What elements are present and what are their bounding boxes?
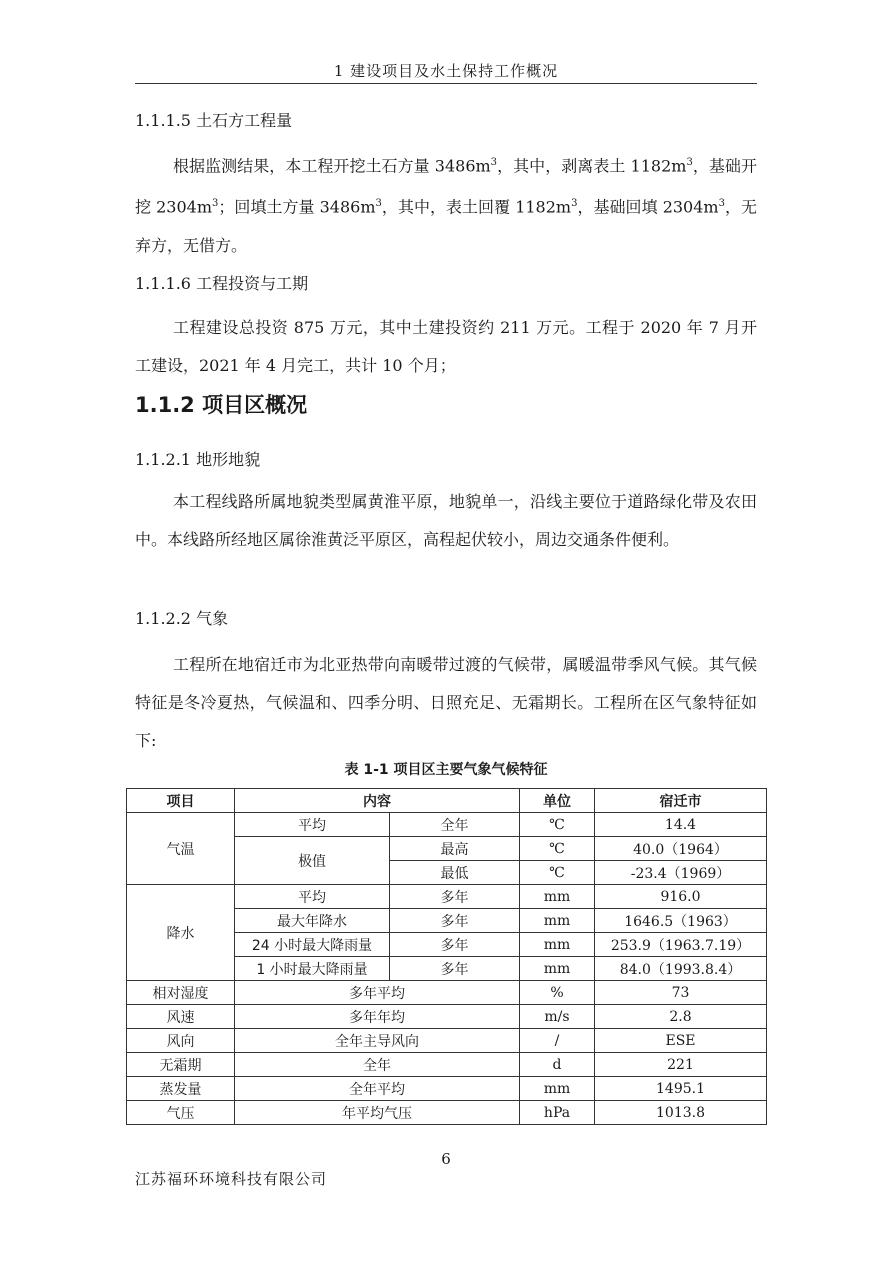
cell: 84.0（1993.8.4） — [595, 957, 767, 981]
precip-label: 降水 — [127, 885, 235, 981]
paragraph-terrain: 本工程线路所属地貌类型属黄淮平原，地貌单一，沿线主要位于道路绿化带及农田中。本线路所经地区属徐淮黄泛平原区，高程起伏较小，周边交通条件便利。 — [135, 492, 757, 549]
cell: 多年平均 — [235, 981, 520, 1005]
cell: 全年 — [235, 1053, 520, 1077]
page-header: 1 建设项目及水土保持工作概况 — [333, 62, 559, 80]
cell: 916.0 — [595, 885, 767, 909]
table-row — [127, 885, 767, 909]
cell: 风速 — [127, 1005, 235, 1029]
cell: 2.8 — [595, 1005, 767, 1029]
table-row — [127, 1053, 767, 1077]
cell: 无霜期 — [127, 1053, 235, 1077]
cell: ESE — [595, 1029, 767, 1053]
cell: 14.4 — [595, 813, 767, 837]
cell: 221 — [595, 1053, 767, 1077]
cell: 多年 — [390, 957, 520, 981]
table-row — [127, 1101, 767, 1125]
cell: mm — [520, 885, 595, 909]
table-row — [127, 1029, 767, 1053]
page-number: 6 — [441, 1150, 451, 1168]
paragraph-earthwork: 根据监测结果，本工程开挖土石方量 $3486m^3$，其中，剥离表土 $1182m^3$，基础开挖 $2304m^3$；回填土方量 $3486m^3$，其中，表土回覆 $1182m^3$，基础回填 $2304m^3$，无弃方，无借方。 — [135, 156, 758, 255]
cell: 风向 — [127, 1029, 235, 1053]
cell: 40.0（1964） — [595, 837, 767, 861]
temp-label: 气温 — [127, 813, 235, 885]
cell: 253.9（1963.7.19） — [595, 933, 767, 957]
cell: 相对湿度 — [127, 981, 235, 1005]
header-item: 项目 — [127, 789, 235, 813]
heading-1-1-2-1: 1.1.2.1 地形地貌 — [135, 450, 261, 469]
heading-1-1-1-6: 1.1.1.6 工程投资与工期 — [135, 274, 309, 293]
cell: 最大年降水 — [235, 909, 390, 933]
cell: 多年年均 — [235, 1005, 520, 1029]
cell: ℃ — [520, 861, 595, 885]
heading-1-1-2-2: 1.1.2.2 气象 — [135, 609, 229, 628]
header-unit: 单位 — [520, 789, 595, 813]
cell: 1 小时最大降雨量 — [235, 957, 390, 981]
header-city: 宿迁市 — [595, 789, 767, 813]
paragraph-investment: 工程建设总投资 875 万元，其中土建投资约 211 万元。工程于 2020 年 7 月开工建设，2021 年 4 月完工，共计 10 个月； — [135, 318, 757, 375]
table-header-row — [127, 789, 767, 813]
cell: 多年 — [390, 885, 520, 909]
table-row — [127, 1005, 767, 1029]
paragraph-climate: 工程所在地宿迁市为北亚热带向南暖带过渡的气候带，属暖温带季风气候。其气候特征是冬冷夏热，气候温和、四季分明、日照充足、无霜期长。工程所在区气象特征如下: — [135, 655, 757, 750]
cell: % — [520, 981, 595, 1005]
footer-company: 江苏福环环境科技有限公司 — [135, 1170, 328, 1188]
header-divider — [135, 83, 757, 84]
cell: -23.4（1969） — [595, 861, 767, 885]
cell: 24 小时最大降雨量 — [235, 933, 390, 957]
header-content: 内容 — [235, 789, 520, 813]
cell: 1013.8 — [595, 1101, 767, 1125]
cell: 平均 — [235, 813, 390, 837]
cell: 极值 — [235, 837, 390, 885]
cell: 气压 — [127, 1101, 235, 1125]
cell: 全年主导风向 — [235, 1029, 520, 1053]
cell: 蒸发量 — [127, 1077, 235, 1101]
cell: 多年 — [390, 933, 520, 957]
cell: mm — [520, 909, 595, 933]
cell: 平均 — [235, 885, 390, 909]
heading-1-1-2: 1.1.2 项目区概况 — [135, 393, 308, 417]
table-row — [127, 1077, 767, 1101]
cell: 多年 — [390, 909, 520, 933]
cell: hPa — [520, 1101, 595, 1125]
cell: 1646.5（1963） — [595, 909, 767, 933]
cell: m/s — [520, 1005, 595, 1029]
cell: mm — [520, 1077, 595, 1101]
cell: 73 — [595, 981, 767, 1005]
cell: ℃ — [520, 813, 595, 837]
cell: mm — [520, 957, 595, 981]
cell: ℃ — [520, 837, 595, 861]
heading-1-1-1-5: 1.1.1.5 土石方工程量 — [135, 111, 293, 130]
cell: 最高 — [390, 837, 520, 861]
cell: 全年 — [390, 813, 520, 837]
table-caption: 表 1-1 项目区主要气象气候特征 — [344, 762, 548, 778]
table-row — [127, 813, 767, 837]
cell: 全年平均 — [235, 1077, 520, 1101]
table-row — [127, 981, 767, 1005]
cell: 1495.1 — [595, 1077, 767, 1101]
climate-table — [126, 788, 767, 1125]
cell: / — [520, 1029, 595, 1053]
cell: 最低 — [390, 861, 520, 885]
cell: 年平均气压 — [235, 1101, 520, 1125]
cell: d — [520, 1053, 595, 1077]
cell: mm — [520, 933, 595, 957]
